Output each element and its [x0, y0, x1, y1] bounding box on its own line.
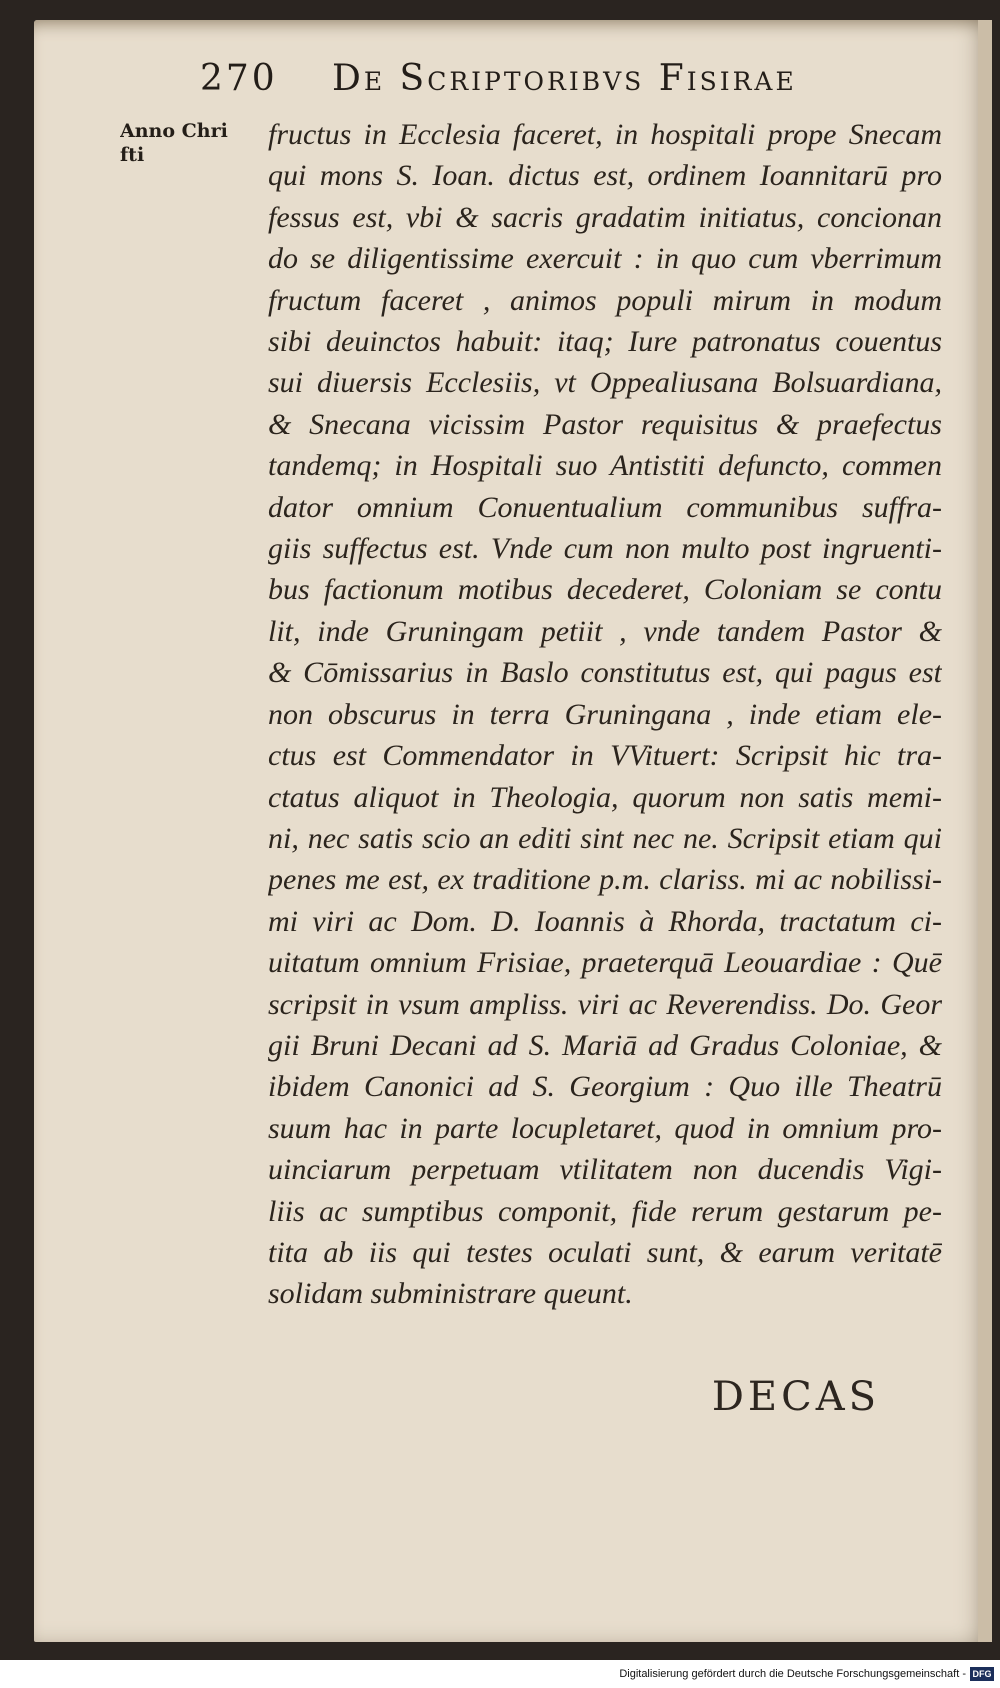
- text-line: qui mons S. Ioan. dictus est, ordinem Ioannitarū pro: [268, 159, 942, 193]
- text-line: ibidem Canonici ad S. Georgium : Quo ille Theatrū: [268, 1070, 942, 1104]
- text-line: bus factionum motibus decederet, Coloniam se contu: [268, 573, 942, 607]
- text-line: lit, inde Gruningam petiit , vnde tandem Pastor &: [268, 614, 942, 648]
- marginal-note: [120, 119, 270, 167]
- running-title: De Scriptoribvs Fisirae: [332, 58, 797, 99]
- text-line: gii Bruni Decani ad S. Mariā ad Gradus Coloniae, &: [268, 1028, 942, 1062]
- dfg-logo-icon: DFG: [970, 1667, 994, 1681]
- text-line: & Cōmissarius in Baslo constitutus est, qui pagus est: [268, 656, 942, 690]
- text-line: fructum faceret , animos populi mirum in modum: [268, 283, 942, 317]
- text-line: fructus in Ecclesia faceret, in hospitali prope Snecam: [268, 118, 942, 151]
- text-line: uitatum omnium Frisiae, praeterquā Leouardiae : Quē: [268, 946, 942, 980]
- text-line: fessus est, vbi & sacris gradatim initiatus, concionan: [268, 200, 942, 234]
- text-line: tita ab iis qui testes oculati sunt, & earum veritatē: [268, 1235, 942, 1269]
- text-line-last: solidam subministrare queunt.: [268, 1277, 633, 1311]
- text-line: suum hac in parte locupletaret, quod in omnium pro-: [268, 1111, 942, 1145]
- marginal-note-line: fti: [120, 144, 145, 166]
- text-line: uinciarum perpetuam vtilitatem non ducendis Vigi-: [268, 1153, 942, 1187]
- text-line: penes me est, ex traditione p.m. clariss. mi ac nobilissi-: [268, 863, 942, 897]
- text-line: giis suffectus est. Vnde cum non multo post ingruenti-: [268, 532, 942, 566]
- text-line: non obscurus in terra Gruningana , inde etiam ele-: [268, 697, 942, 731]
- text-line: scripsit in vsum ampliss. viri ac Reverendiss. Do. Geor: [268, 987, 942, 1021]
- text-line: tandemq; in Hospitali suo Antistiti defuncto, commen: [268, 449, 942, 483]
- funding-credit: Digitalisierung gefördert durch die Deutsche Forschungsgemeinschaft -: [619, 1668, 966, 1680]
- digitization-footer: [0, 1664, 1000, 1688]
- text-line: do se diligentissime exercuit : in quo cum vberrimum: [268, 242, 942, 276]
- page-gutter-shadow: [978, 20, 992, 1642]
- text-line: & Snecana vicissim Pastor requisitus & praefectus: [268, 407, 942, 441]
- catchword: DECAS: [711, 1374, 880, 1420]
- text-line: ctus est Commendator in VVituert: Scripsit hic tra-: [268, 739, 942, 773]
- text-line: ctatus aliquot in Theologia, quorum non satis memi-: [268, 780, 942, 814]
- text-line: mi viri ac Dom. D. Ioannis à Rhorda, tractatum ci-: [268, 904, 942, 938]
- marginal-note-line: Anno Chri: [120, 120, 228, 142]
- text-line: sibi deuinctos habuit: itaq; Iure patronatus couentus: [268, 325, 942, 359]
- body-text: [268, 114, 942, 1315]
- text-line: ni, nec satis scio an editi sint nec ne. Scripsit etiam qui: [268, 821, 942, 855]
- page-number: 270: [200, 58, 278, 99]
- text-line: sui diuersis Ecclesiis, vt Oppealiusana Bolsuardiana,: [268, 366, 942, 400]
- text-line: liis ac sumptibus componit, fide rerum gestarum pe-: [268, 1194, 942, 1228]
- text-line: dator omnium Conuentualium communibus suffra-: [268, 490, 942, 524]
